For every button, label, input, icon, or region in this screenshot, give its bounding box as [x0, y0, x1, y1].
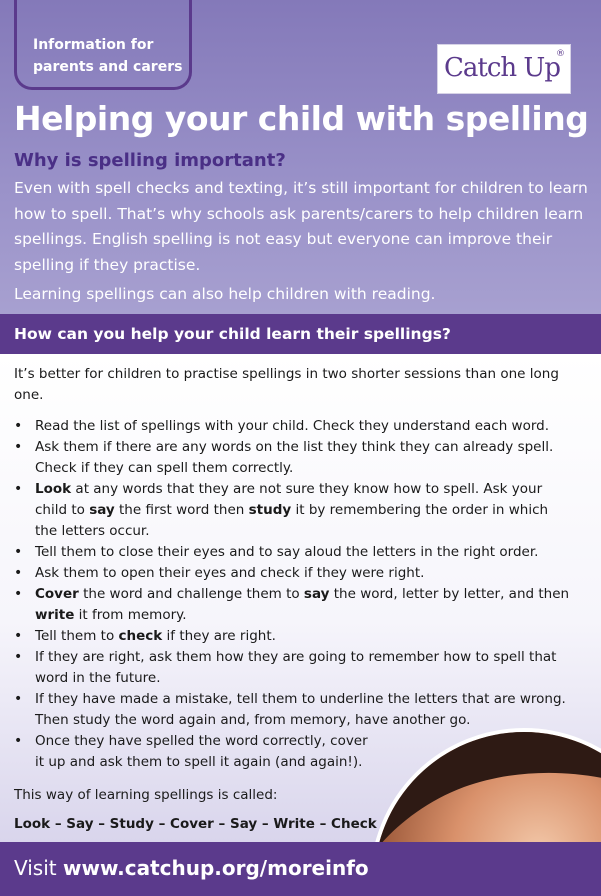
- bullet-icon: •: [14, 565, 23, 581]
- bullet-icon: •: [14, 733, 23, 749]
- instructions: [14, 364, 574, 835]
- intro-paragraph: Even with spell checks and texting, it’s still important for children to learn how to spell. That’s why schools ask parents/carers to help children learn spellings. English spelling is not easy but everyone can improve their spelling if they practise.: [14, 179, 588, 274]
- audience-tab-label: [33, 34, 193, 78]
- bullet-icon: •: [14, 628, 23, 644]
- reading-note: Learning spellings can also help children with reading.: [14, 285, 436, 303]
- page-title: Helping your child with spelling: [14, 99, 589, 138]
- audience-line-1: Information for: [33, 37, 154, 53]
- section-band: [0, 314, 601, 354]
- list-item: • If they have made a mistake, tell them to underline the letters that are wrong. Then study the word again and, from memory, have another go.: [14, 691, 566, 728]
- list-item: • Tell them to check if they are right.: [14, 626, 574, 647]
- list-item: • Ask them if there are any words on the list they think they can already spell. Check if they can spell them correctly.: [14, 439, 554, 476]
- bullet-icon: •: [14, 544, 23, 560]
- lead-paragraph: It’s better for children to practise spellings in two shorter sessions than one long one.: [14, 366, 559, 403]
- bullet-icon: •: [14, 481, 23, 497]
- bullet-icon: •: [14, 439, 23, 455]
- logo-text: Catch Up: [444, 53, 560, 83]
- bullet-icon: •: [14, 418, 23, 434]
- audience-line-2: parents and carers: [33, 59, 183, 75]
- section-subheading: Why is spelling important?: [14, 150, 286, 171]
- registered-mark: ®: [556, 49, 565, 59]
- list-item: • Tell them to close their eyes and to say aloud the letters in the right order.: [14, 542, 574, 563]
- website-link[interactable]: www.catchup.org/moreinfo: [62, 856, 369, 880]
- method-sequence: Look – Say – Study – Cover – Say – Write – Check: [14, 816, 377, 832]
- list-item: • Once they have spelled the word correctly, cover it up and ask them to spell it again (and again!).: [14, 733, 368, 770]
- list-item: • Ask them to open their eyes and check if they were right.: [14, 563, 574, 584]
- list-item: • Look at any words that they are not sure they know how to spell. Ask your child to say the first word then study it by remembering the order in which the letters occur.: [14, 481, 549, 539]
- list-item: • Cover the word and challenge them to say the word, letter by letter, and then write it from memory.: [14, 586, 570, 623]
- section-band-title: How can you help your child learn their spellings?: [14, 325, 451, 343]
- list-item: • Read the list of spellings with your child. Check they understand each word.: [14, 416, 574, 437]
- method-intro: This way of learning spellings is called:: [14, 787, 278, 803]
- footer-text: Visit www.catchup.org/moreinfo: [14, 856, 369, 880]
- catchup-logo: [437, 44, 571, 94]
- bullet-icon: •: [14, 691, 23, 707]
- list-item: • If they are right, ask them how they are going to remember how to spell that word in the future.: [14, 649, 557, 686]
- bullet-icon: •: [14, 649, 23, 665]
- footer-band: [0, 842, 601, 896]
- steps-list: [14, 416, 574, 773]
- bullet-icon: •: [14, 586, 23, 602]
